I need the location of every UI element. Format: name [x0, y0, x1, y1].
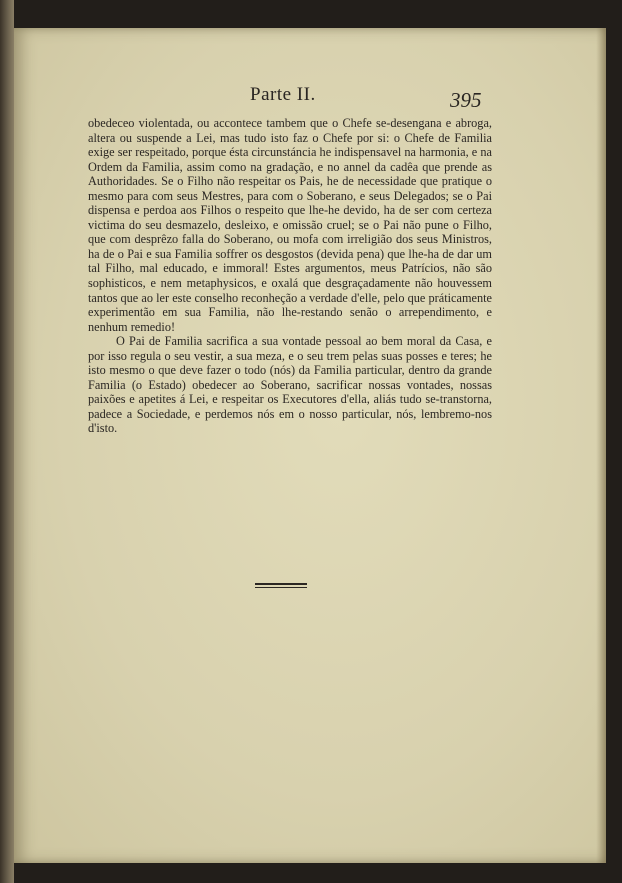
- paragraph: O Pai de Familia sacrifica a sua vontade pessoal ao bem moral da Casa, e por isso regula o seu vestir, a sua meza, e o seu trem pelas suas posses e teres; he isto mesmo o que deve fazer o todo (nós) da Familia particular, dentro da grande Familia (o Estado) obedecer ao Soberano, sacrificar nossas vontades, nossas paixões e apetites á Lei, e respeitar os Executores d'ella, aliás tudo se-transtorna, padece a Sociedade, e perdemos nós em o nosso particular, nós, lembremo-nos d'isto.: [88, 334, 492, 436]
- running-head: Parte II.: [250, 84, 316, 105]
- scan-background-edge: [0, 0, 14, 883]
- paragraph-continued: obedeceo violentada, ou accontece tambem que o Chefe se-desengana e abroga, altera ou suspende a Lei, mas tudo isto faz o Chefe por si: o Chefe de Familia exige ser respeitado, porque ésta circunstáncia he indispensavel na harmonia, e na Ordem da Familia, assim como na gradação, e no annel da cadêa que prende as Authoridades. Se o Filho não respeitar os Pais, he de necessidade que pratique o mesmo para com seus Mestres, para com o Soberano, e seus Delegados; se o Pai dispensa e perdoa aos Filhos o respeito que lhe-he devido, ha de ser com certeza victima do seu desmazelo, desleixo, e omissão cruel; se o Pai não pune o Filho, que com desprêzo falla do Soberano, ou mofa com irreligião dos seus Ministros, ha de o Pai e sua Familia soffrer os desgostos (devida pena) que lhe-ha de dar um tal Filho, mal educado, e immoral! Estes argumentos, meus Patrícios, não são sophisticos, e nem metaphysicos, e oxalá que desgraçadamente não houvessem tantos que ao ler este conselho reconheção a verdade d'elle, pelo que práticamente experimentão em sua Familia, não lhe-restando senão o arrependimento, e nenhum remedio!: [88, 116, 492, 334]
- page-number: 395: [450, 88, 482, 112]
- book-page: [14, 28, 606, 863]
- page-edge-shadow: [596, 28, 606, 863]
- ornament-rule-thick: [255, 583, 307, 585]
- end-ornament-rule: [255, 583, 307, 588]
- body-text: [88, 116, 492, 436]
- page-header: [14, 84, 606, 110]
- ornament-rule-thin: [255, 587, 307, 588]
